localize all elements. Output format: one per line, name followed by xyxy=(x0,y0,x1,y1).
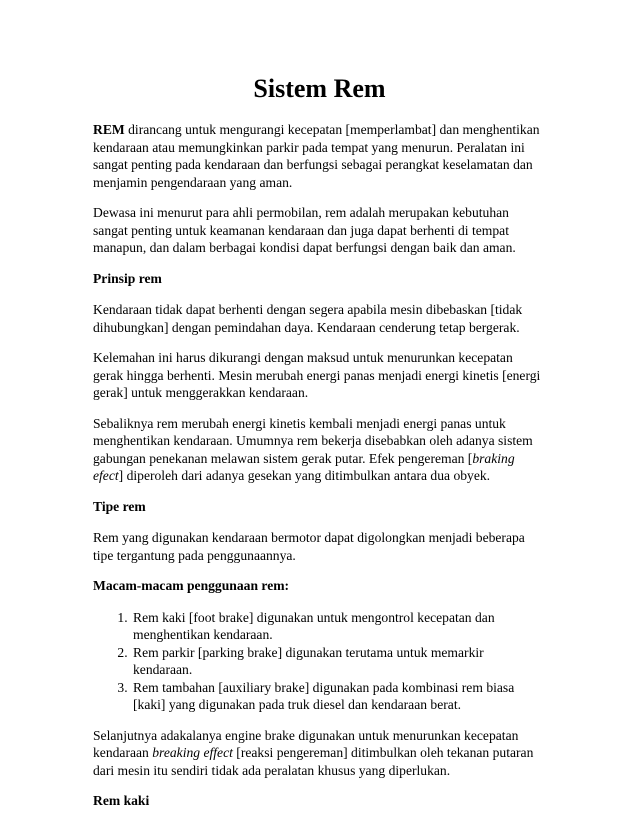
paragraph-5 xyxy=(93,415,546,485)
document-title: Sistem Rem xyxy=(253,74,386,103)
paragraph-5-italic: braking efect xyxy=(93,450,515,483)
usage-list xyxy=(93,609,546,714)
paragraph-6: Rem yang digunakan kendaraan bermotor dapat digolongkan menjadi beberapa tipe tergantung pada penggunaannya. xyxy=(93,530,525,563)
paragraph-4: Kelemahan ini harus dikurangi dengan maksud untuk menurunkan kecepatan gerak hingga berhenti. Mesin merubah energi panas menjadi energi kinetis [energi gerak] untuk menggerakkan kendaraan. xyxy=(93,350,541,400)
paragraph-5-before: Sebaliknya rem merubah energi kinetis kembali menjadi energi panas untuk menghentikan kendaraan. Umumnya rem bekerja disebabkan oleh adanya sistem gabungan penekanan melawan sistem gerak putar. Efek pengereman [ xyxy=(93,415,533,466)
heading-rem-kaki: Rem kaki xyxy=(93,793,150,808)
list-item: 1. Rem kaki [foot brake] digunakan untuk mengontrol kecepatan dan menghentikan kendaraan. xyxy=(131,609,546,644)
list-item: 2. Rem parkir [parking brake] digunakan terutama untuk memarkir kendaraan. xyxy=(131,644,546,679)
paragraph-7 xyxy=(93,727,546,780)
heading-macam-macam: Macam-macam penggunaan rem: xyxy=(93,578,290,593)
heading-prinsip-rem: Prinsip rem xyxy=(93,270,162,286)
paragraph-7-after: [reaksi pengereman] ditimbulkan oleh tekanan putaran dari mesin itu sendiri tidak ada peralatan khusus yang diperlukan. xyxy=(93,745,534,778)
paragraph-7-italic: breaking effect xyxy=(152,745,233,760)
intro-text: dirancang untuk mengurangi kecepatan [memperlambat] dan menghentikan kendaraan atau memungkinkan parkir pada tempat yang menurun. Peralatan ini sangat penting pada kendaraan dan berfungsi sebagai perangkat keselamatan dan menjamin pengendaraan yang aman. xyxy=(93,122,540,190)
paragraph-5-after: ] diperoleh dari adanya gesekan yang ditimbulkan antara dua obyek. xyxy=(118,468,491,483)
paragraph-3: Kendaraan tidak dapat berhenti dengan segera apabila mesin dibebaskan [tidak dihubungkan] dengan pemindahan daya. Kendaraan cenderung tetap bergerak. xyxy=(93,302,523,335)
intro-bold-term: REM xyxy=(93,122,125,137)
paragraph-2: Dewasa ini menurut para ahli permobilan, rem adalah merupakan kebutuhan sangat penting untuk keamanan kendaraan dan juga dapat berhenti di tempat manapun, dan dalam berbagai kondisi dapat berfungsi dengan baik dan aman. xyxy=(93,205,516,255)
paragraph-7-before: Selanjutnya adakalanya engine brake digunakan untuk menurunkan kecepatan kendaraan xyxy=(93,727,519,760)
heading-tipe-rem: Tipe rem xyxy=(93,498,146,514)
intro-paragraph xyxy=(93,121,546,191)
list-item: 3. Rem tambahan [auxiliary brake] digunakan pada kombinasi rem biasa [kaki] yang digunakan pada truk diesel dan kendaraan berat. xyxy=(131,679,546,714)
